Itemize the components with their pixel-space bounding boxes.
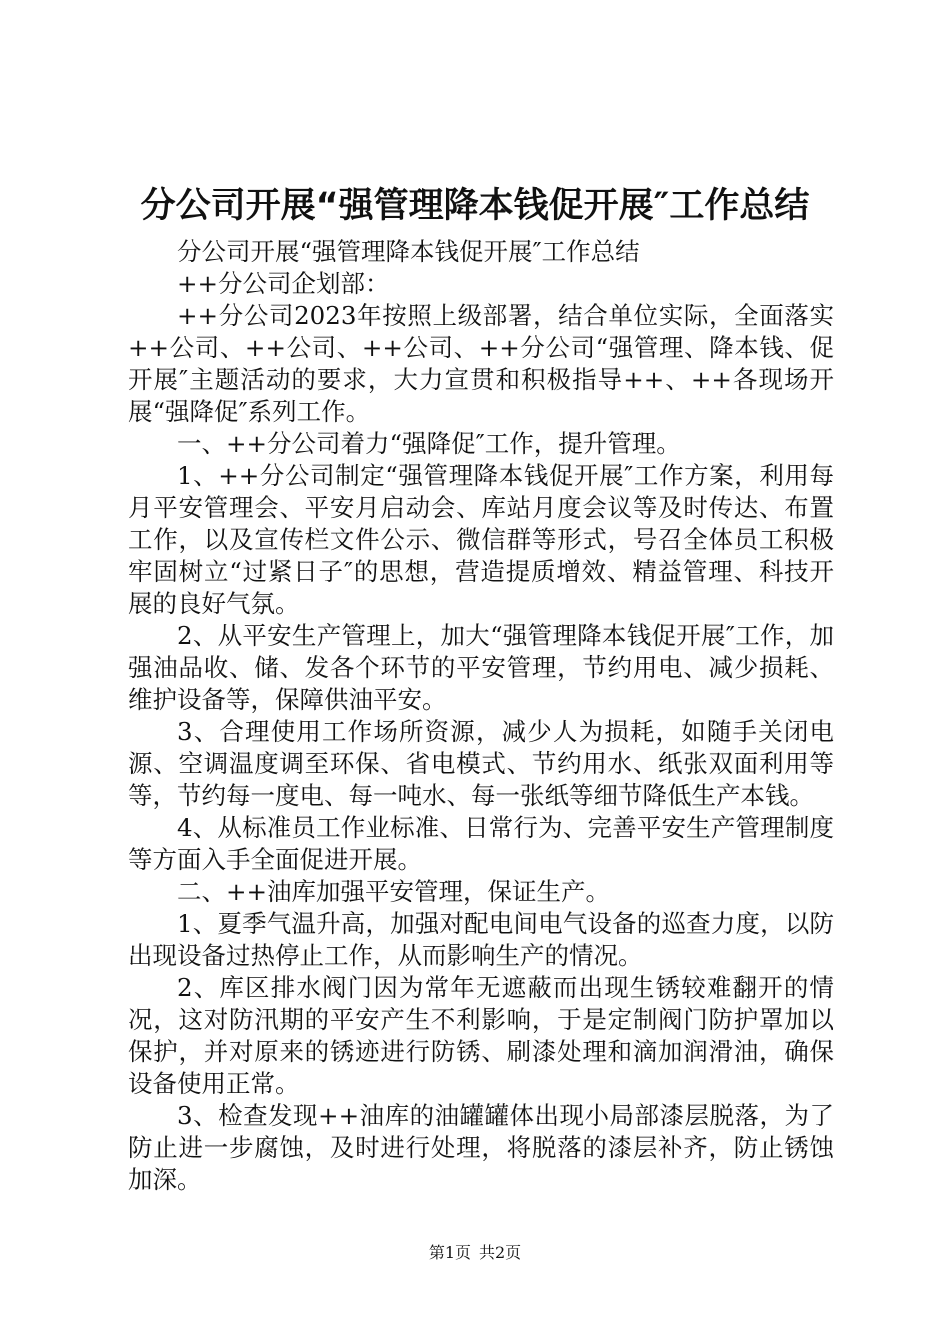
paragraph-2-2: 2、库区排水阀门因为常年无遮蔽而出现生锈较难翻开的情况，这对防汛期的平安产生不利影响，于是定制阀门防护罩加以保护，并对原来的锈迹进行防锈、刷漆处理和滴加润滑油，确保设备使用正常。 bbox=[128, 973, 834, 1098]
paragraph-1-4: 4、从标准员工作业标准、日常行为、完善平安生产管理制度等方面入手全面促进开展。 bbox=[128, 813, 834, 874]
paragraph-subtitle: 分公司开展“强管理降本钱促开展″工作总结 bbox=[177, 237, 640, 266]
page-total: 共2页 bbox=[479, 1243, 522, 1262]
paragraph-1-2: 2、从平安生产管理上，加大“强管理降本钱促开展″工作，加强油品收、储、发各个环节的平安管理，节约用电、减少损耗、维护设备等，保障供油平安。 bbox=[128, 621, 834, 714]
paragraph-1-1: 1、++分公司制定“强管理降本钱促开展″工作方案，利用每月平安管理会、平安月启动会、库站月度会议等及时传达、布置工作，以及宣传栏文件公示、微信群等形式，号召全体员工积极牢固树立“过紧日子″的思想，营造提质增效、精益管理、科技开展的良好气氛。 bbox=[128, 461, 834, 618]
section-heading-2: 二、++油库加强平安管理，保证生产。 bbox=[177, 877, 611, 906]
section-heading-1: 一、++分公司着力“强降促″工作，提升管理。 bbox=[177, 429, 681, 458]
document-title: 分公司开展“强管理降本钱促开展″工作总结 bbox=[140, 186, 810, 226]
paragraph-department: ++分公司企划部： bbox=[177, 269, 390, 298]
page-number: 第1页 bbox=[428, 1243, 471, 1262]
document-body bbox=[128, 236, 834, 1196]
paragraph-intro: ++分公司2023年按照上级部署，结合单位实际，全面落实++公司、++公司、++公司、++分公司“强管理、降本钱、促开展″主题活动的要求，大力宣贯和积极指导++、++各现场开展“强降促″系列工作。 bbox=[128, 301, 834, 426]
page-footer bbox=[0, 1242, 950, 1264]
paragraph-2-1: 1、夏季气温升高，加强对配电间电气设备的巡查力度，以防出现设备过热停止工作，从而影响生产的情况。 bbox=[128, 909, 834, 970]
paragraph-1-3: 3、合理使用工作场所资源，减少人为损耗，如随手关闭电源、空调温度调至环保、省电模式、节约用水、纸张双面利用等等，节约每一度电、每一吨水、每一张纸等细节降低生产本钱。 bbox=[128, 717, 834, 810]
paragraph-2-3: 3、检查发现++油库的油罐罐体出现小局部漆层脱落，为了防止进一步腐蚀，及时进行处理，将脱落的漆层补齐，防止锈蚀加深。 bbox=[128, 1101, 834, 1194]
